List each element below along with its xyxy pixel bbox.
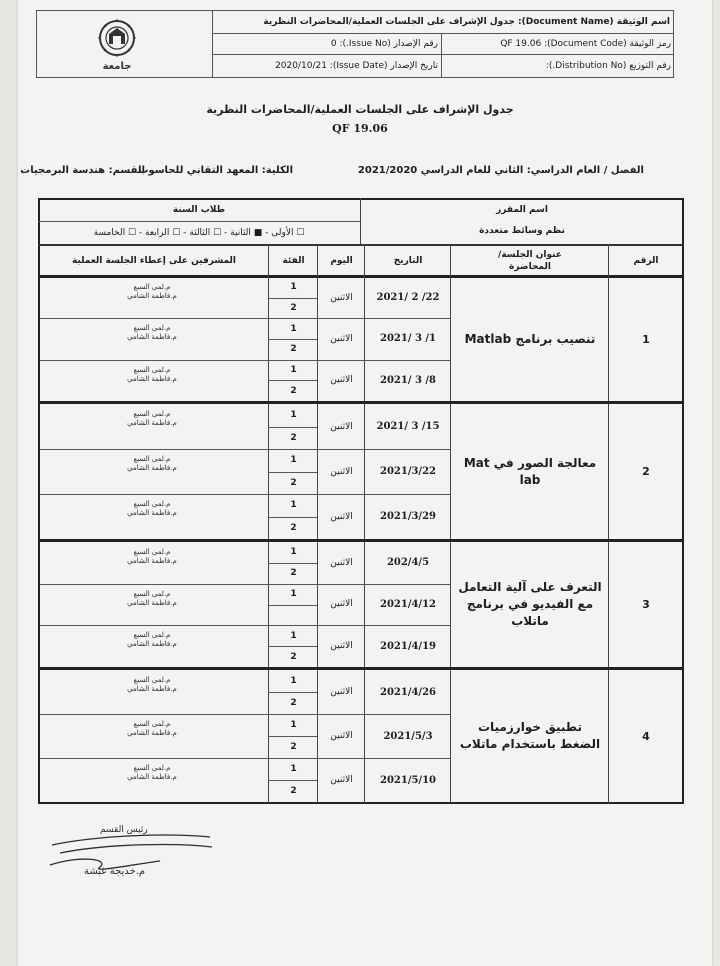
session-group: 2 <box>290 786 297 796</box>
document-code: رمز الوثيقة (Document Code): QF 19.06 <box>500 38 671 49</box>
session-group: 1 <box>290 282 297 293</box>
session-group: 1 <box>290 410 297 421</box>
supervisor-name: م.فاطمة الشامي <box>127 557 177 565</box>
student-year-label: طلاب السنة <box>172 205 226 215</box>
session-date: 2021/4/12 <box>379 598 436 610</box>
session-group: 1 <box>290 720 297 730</box>
supervisor-name: م.لمى السبع <box>133 283 171 291</box>
session-date: 2021/5/10 <box>379 774 436 786</box>
session-date: 2021/3/29 <box>379 511 436 522</box>
section-number: 2 <box>642 465 650 478</box>
logo-text: جامعة <box>102 61 132 72</box>
session-date: 2021/ 3 /8 <box>379 374 436 386</box>
session-group: 2 <box>290 651 297 662</box>
session-day: الاثنين <box>330 557 353 568</box>
session-date: 2021/4/26 <box>379 686 436 698</box>
session-date: 2021/3/22 <box>379 466 436 477</box>
session-group: 1 <box>290 500 297 511</box>
session-supervisors <box>100 720 204 738</box>
supervisor-name: م.فاطمة الشامي <box>127 333 177 342</box>
supervisor-name: م.فاطمة الشامي <box>127 419 177 427</box>
session-date: 2021/ 3 /1 <box>379 333 436 345</box>
supervisor-name: م.لمى السبع <box>133 324 171 333</box>
divider <box>441 33 442 78</box>
university-logo <box>82 14 152 76</box>
supervisor-name: م.لمى السبع <box>133 676 171 684</box>
session-group: 2 <box>290 742 297 752</box>
session-supervisors <box>100 324 204 342</box>
session-date: 2021/ 3 /15 <box>376 421 440 432</box>
session-group: 2 <box>290 522 297 533</box>
session-group: 2 <box>290 432 297 443</box>
session-day: الاثنين <box>330 511 353 522</box>
session-day: الاثنين <box>330 599 353 610</box>
session-group: 2 <box>290 302 297 313</box>
supervisor-name: م.فاطمة الشامي <box>127 509 177 517</box>
session-day: الاثنين <box>330 292 353 303</box>
session-supervisors <box>100 366 204 384</box>
session-supervisors <box>100 590 204 608</box>
session-group: 1 <box>290 364 297 375</box>
session-group: 1 <box>290 676 297 686</box>
session-date: 2021/4/19 <box>379 640 436 652</box>
col-title-header: عنوان الجلسة/المحاضرة <box>498 249 562 272</box>
session-group: 2 <box>290 385 297 396</box>
session-group <box>270 605 317 626</box>
supervisor-name: م.فاطمة الشامي <box>127 685 177 693</box>
distribution-number: رقم التوزيع (Distribution No.): <box>545 61 671 71</box>
semester-info: الفصل / العام الدراسي: الثاني للعام الدراسي 2021/2020 <box>357 165 644 176</box>
session-group: 2 <box>290 477 297 488</box>
department-head-name: م.خديجة غبشة <box>84 866 146 877</box>
supervisor-name: م.لمى السبع <box>133 548 171 556</box>
session-date: 2021/ 2 /22 <box>376 292 440 304</box>
session-group: 2 <box>290 698 297 708</box>
document-name: اسم الوثيقة (Document Name): جدول الإشراف على الجلسات العملية/المحاضرات النظرية <box>263 16 670 27</box>
session-supervisors <box>100 410 204 428</box>
department-info: القسم: هندسة البرمجيات <box>20 165 145 176</box>
session-supervisors <box>100 455 204 473</box>
session-group: 1 <box>290 547 297 558</box>
supervisor-name: م.لمى السبع <box>133 589 171 598</box>
session-group: 1 <box>290 764 297 774</box>
college-info: الكلية: المعهد التقاني للحاسوب <box>138 165 293 176</box>
session-date: 2021/5/3 <box>383 730 433 742</box>
session-supervisors <box>100 283 204 301</box>
session-group: 2 <box>290 568 297 579</box>
session-supervisors <box>100 764 204 782</box>
col-group-header: الفئة <box>282 255 305 266</box>
supervisor-name: م.لمى السبع <box>133 720 171 728</box>
issue-date: تاريخ الإصدار (Issue Date): 2020/10/21 <box>275 61 438 71</box>
session-day: الاثنين <box>330 775 353 785</box>
form-code: QF 19.06 <box>332 122 388 135</box>
section-topic: تطبيق خوارزميات الضغط باستخدام ماتلاب <box>459 720 601 751</box>
session-supervisors <box>100 500 204 518</box>
col-date-header: التاريخ <box>393 255 423 266</box>
session-group: 1 <box>290 630 297 641</box>
session-day: الاثنين <box>330 687 353 697</box>
supervisor-name: م.فاطمة الشامي <box>127 374 177 383</box>
session-group: 1 <box>290 455 297 466</box>
session-day: الاثنين <box>330 333 353 344</box>
supervisor-name: م.فاطمة الشامي <box>127 729 177 737</box>
student-year-options: ☐ الأولى - ■ الثانية - ☐ الثالثة - ☐ الرابعة - ☐ الخامسة <box>93 227 305 238</box>
section-number: 3 <box>642 598 650 611</box>
course-label: اسم المقرر <box>496 205 548 215</box>
session-day: الاثنين <box>330 731 353 741</box>
col-day-header: اليوم <box>330 255 353 266</box>
page-title: جدول الإشراف على الجلسات العملية/المحاضرات النظرية <box>206 103 514 116</box>
department-head-label: رئيس القسم <box>100 825 148 835</box>
col-supervisors-header: المشرفين على إعطاء الجلسة العملية <box>72 255 236 266</box>
divider <box>212 10 213 78</box>
section-topic: معالجة الصور في Mat lab <box>463 455 597 487</box>
session-group: 1 <box>290 323 297 334</box>
session-day: الاثنين <box>330 641 353 652</box>
session-supervisors <box>100 631 204 649</box>
session-date: 202/4/5 <box>386 557 430 569</box>
col-number-header: الرقم <box>633 255 659 266</box>
supervisor-name: م.لمى السبع <box>133 500 171 508</box>
session-day: الاثنين <box>330 421 353 432</box>
supervisor-name: م.لمى السبع <box>133 631 171 640</box>
supervisor-name: م.لمى السبع <box>133 764 171 772</box>
supervisor-name: م.فاطمة الشامي <box>127 464 177 472</box>
session-day: الاثنين <box>330 466 353 477</box>
session-group: 1 <box>290 589 297 600</box>
session-day: الاثنين <box>330 375 353 386</box>
supervisor-name: م.لمى السبع <box>133 455 171 463</box>
section-number: 1 <box>642 332 650 346</box>
section-topic: تنصيب برنامج Matlab <box>464 331 596 346</box>
section-number: 4 <box>642 729 650 743</box>
supervisor-name: م.فاطمة الشامي <box>127 292 177 300</box>
supervisor-name: م.لمى السبع <box>133 365 171 374</box>
course-name: نظم وسائط متعددة <box>479 226 565 236</box>
issue-number: رقم الإصدار (Issue No.): 0 <box>330 38 438 49</box>
supervisor-name: م.لمى السبع <box>133 410 171 418</box>
session-supervisors <box>100 548 204 566</box>
session-supervisors <box>100 676 204 694</box>
supervisor-name: م.فاطمة الشامي <box>127 773 177 781</box>
section-topic: التعرف على آلية التعامل مع الفيديو في برنامج ماتلاب <box>458 580 602 628</box>
session-group: 2 <box>290 344 297 355</box>
supervisor-name: م.فاطمة الشامي <box>127 598 177 607</box>
supervisor-name: م.فاطمة الشامي <box>127 640 177 649</box>
